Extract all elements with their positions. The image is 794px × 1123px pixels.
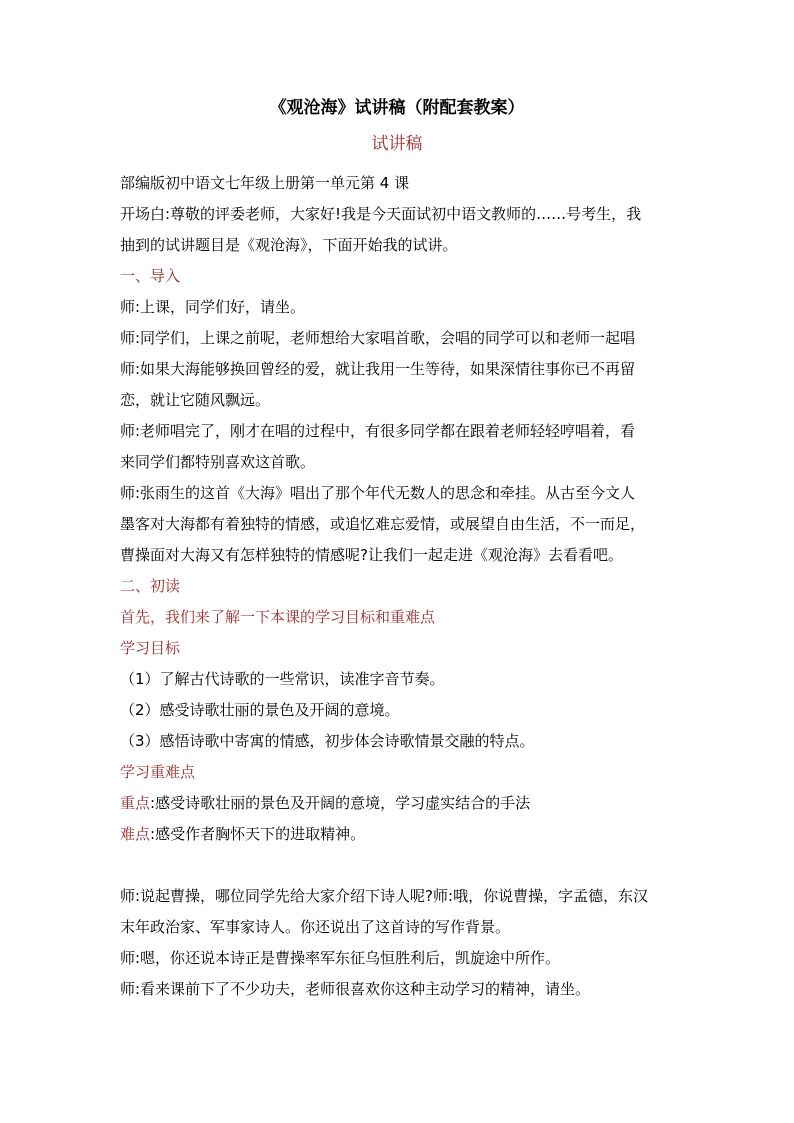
difficult-point-line <box>120 819 680 850</box>
teacher-line-cont: 末年政治家、军事家诗人。你还说出了这首诗的写作背景。 <box>120 918 511 936</box>
key-point-line <box>120 788 680 819</box>
teacher-line: 师:嗯，你还说本诗正是曹操率军东征乌恒胜利后，凯旋途中所作。 <box>120 949 561 967</box>
blank-line <box>120 850 680 881</box>
teacher-line: 师:说起曹操，哪位同学先给大家介绍下诗人呢?师:哦，你说曹操，字孟德，东汉 <box>120 887 649 905</box>
teacher-line-cont: 曹操面对大海又有怎样独特的情感呢?让我们一起走进《观沧海》去看看吧。 <box>120 546 623 564</box>
teacher-line-cont: 墨客对大海都有着独特的情感，或追忆难忘爱情，或展望自由生活，不一而足， <box>120 515 646 533</box>
teacher-line: 师:上课，同学们好，请坐。 <box>120 298 306 316</box>
section-heading-first-reading: 二、初读 <box>120 577 181 595</box>
document-body <box>120 168 680 1005</box>
opening-line-2: 抽到的试讲题目是《观沧海》，下面开始我的试讲。 <box>120 236 458 254</box>
opening-line-1: 开场白:尊敬的评委老师，大家好!我是今天面试初中语文教师的……号考生，我 <box>120 205 642 223</box>
objectives-heading: 学习目标 <box>120 639 181 657</box>
teacher-line-cont: 来同学们都特别喜欢这首歌。 <box>120 453 316 471</box>
course-info-line: 部编版初中语文七年级上册第一单元第 4 课 <box>120 174 410 192</box>
key-points-heading: 学习重难点 <box>120 763 196 781</box>
teacher-line-cont: 恋，就让它随风飘远。 <box>120 391 271 409</box>
section-heading-intro: 一、导入 <box>120 267 181 285</box>
objective-item: （2）感受诗歌壮丽的景色及开阔的意境。 <box>120 701 400 719</box>
document-title: 《观沧海》试讲稿（附配套教案） <box>269 98 525 118</box>
objectives-intro: 首先，我们来了解一下本课的学习目标和重难点 <box>120 608 436 626</box>
difficult-point-text: :感受作者胸怀天下的进取精神。 <box>150 825 366 843</box>
document-subtitle: 试讲稿 <box>371 134 423 154</box>
key-point-text: :感受诗歌壮丽的景色及开阔的意境，学习虚实结合的手法 <box>150 794 531 812</box>
objective-item: （1）了解古代诗歌的一些常识，读准字音节奏。 <box>120 670 445 688</box>
teacher-line: 师:张雨生的这首《大海》唱出了那个年代无数人的思念和牵挂。从古至今文人 <box>120 484 636 502</box>
teacher-line: 师:看来课前下了不少功夫，老师很喜欢你这种主动学习的精神，请坐。 <box>120 980 591 998</box>
teacher-line: 师:如果大海能够换回曾经的爱，就让我用一生等待，如果深情往事你已不再留 <box>120 360 636 378</box>
objective-item: （3）感悟诗歌中寄寓的情感，初步体会诗歌情景交融的特点。 <box>120 732 535 750</box>
key-point-label: 重点 <box>120 794 151 812</box>
difficult-point-label: 难点 <box>120 825 151 843</box>
teacher-line: 师:老师唱完了，刚才在唱的过程中，有很多同学都在跟着老师轻轻哼唱着，看 <box>120 422 636 440</box>
teacher-line: 师:同学们，上课之前呢，老师想给大家唱首歌，会唱的同学可以和老师一起唱 <box>120 329 636 347</box>
